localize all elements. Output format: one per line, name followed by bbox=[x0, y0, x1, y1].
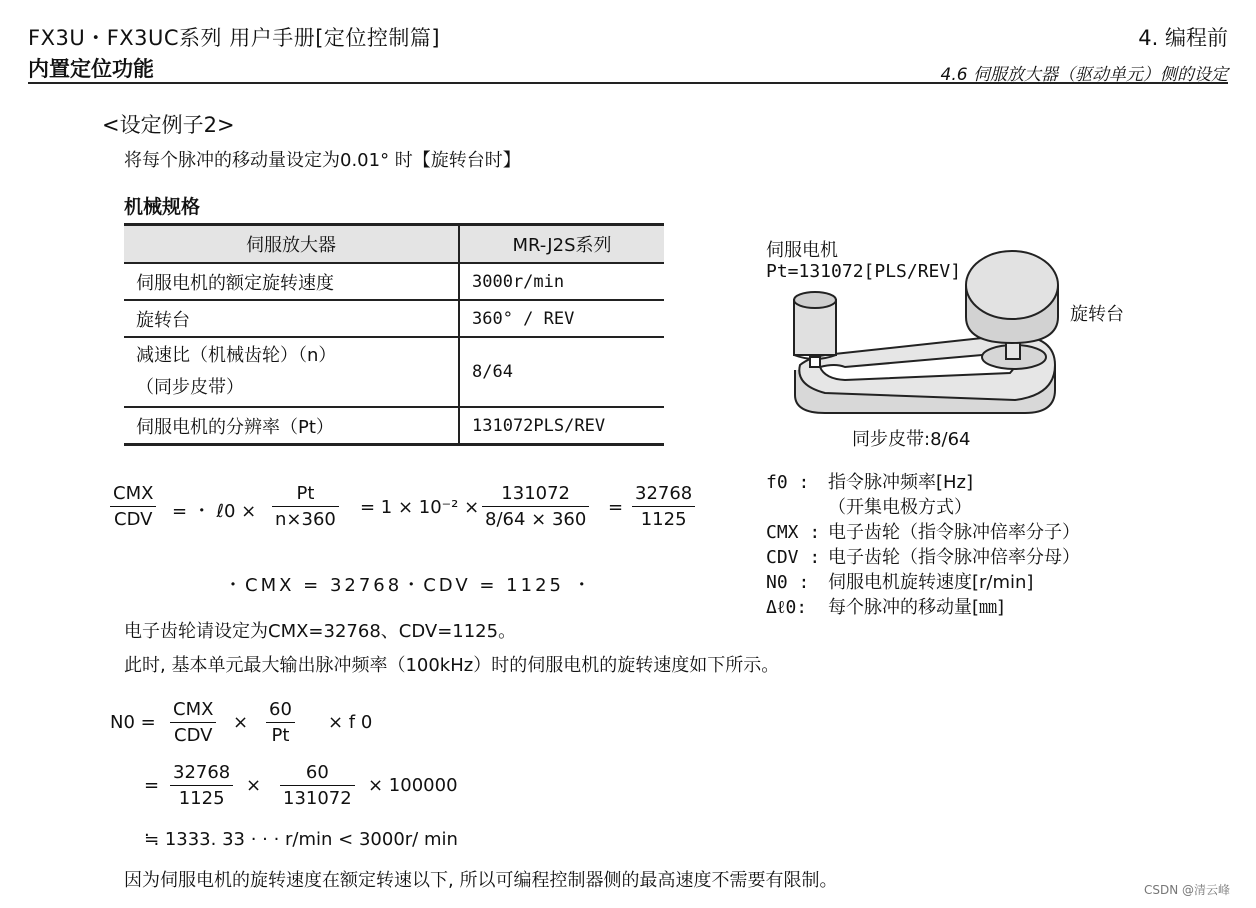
table-header: 伺服放大器 bbox=[124, 225, 459, 264]
spec-title: 机械规格 bbox=[124, 196, 201, 218]
chapter-title: 4. 编程前 bbox=[1138, 26, 1228, 50]
numerator: Pt bbox=[296, 483, 315, 504]
legend-key: f0 : bbox=[766, 472, 810, 493]
denominator: 1125 bbox=[170, 785, 233, 809]
label-line: 减速比（机械齿轮）（n） bbox=[136, 345, 337, 366]
denominator: Pt bbox=[266, 722, 295, 746]
legend-row bbox=[766, 520, 1080, 545]
numerator: 32768 bbox=[173, 762, 231, 783]
formula-lhs: N0 = bbox=[110, 712, 156, 733]
denominator: CDV bbox=[170, 722, 216, 746]
table-row bbox=[124, 300, 664, 337]
denominator: 131072 bbox=[280, 785, 355, 809]
symbol-legend bbox=[766, 470, 1080, 620]
formula-operator: = ・ ℓ0 × bbox=[172, 501, 257, 522]
legend-row bbox=[766, 545, 1080, 570]
fraction-32768-1125 bbox=[170, 762, 233, 809]
conclusion-text: 因为伺服电机的旋转速度在额定转速以下, 所以可编程控制器侧的最高速度不需要有限制。 bbox=[124, 870, 838, 891]
legend-row bbox=[766, 595, 1080, 620]
legend-key: CDV : bbox=[766, 547, 821, 568]
table-cell-label: 伺服电机的分辨率（Pt） bbox=[124, 407, 459, 445]
rotary-table-label: 旋转台 bbox=[1070, 304, 1124, 325]
fraction-32768 bbox=[632, 483, 695, 530]
table-cell-value: 131072PLS/REV bbox=[459, 407, 664, 445]
legend-text: 伺服电机旋转速度[r/min] bbox=[828, 572, 1034, 593]
fraction-cmx-cdv bbox=[170, 699, 216, 746]
denominator: 8/64 × 360 bbox=[482, 506, 589, 530]
belt-label: 同步皮带:8/64 bbox=[852, 429, 971, 450]
formula-operator: × f 0 bbox=[328, 712, 373, 733]
spec-table bbox=[124, 223, 664, 446]
legend-key: Δℓ0: bbox=[766, 597, 808, 618]
fraction-pt bbox=[272, 483, 339, 530]
table-cell-label bbox=[124, 337, 459, 407]
header-rule bbox=[28, 82, 1228, 84]
denominator: CDV bbox=[110, 506, 156, 530]
legend-row bbox=[766, 495, 1080, 520]
subsection-title: 4.6 伺服放大器（驱动单元）侧的设定 bbox=[940, 65, 1228, 85]
numerator: CMX bbox=[173, 699, 214, 720]
formula-operator: = 1 × 10⁻² × bbox=[360, 497, 480, 518]
body-text: 电子齿轮请设定为CMX=32768、CDV=1125。 bbox=[124, 621, 517, 642]
approx-result: ≒ 1333. 33 · · · r/min < 3000r/ min bbox=[144, 829, 458, 850]
section-name: 内置定位功能 bbox=[28, 57, 154, 81]
formula-operator: = bbox=[144, 775, 160, 796]
motor-pt-label: Pt=131072[PLS/REV] bbox=[766, 261, 962, 282]
table-row bbox=[124, 263, 664, 300]
motor-label: 伺服电机 bbox=[766, 240, 838, 261]
legend-key: CMX : bbox=[766, 522, 821, 543]
example-title: <设定例子2> bbox=[102, 113, 235, 137]
legend-key bbox=[766, 495, 828, 520]
table-header: MR-J2S系列 bbox=[459, 225, 664, 264]
denominator: n×360 bbox=[272, 506, 339, 530]
legend-text: 电子齿轮（指令脉冲倍率分母） bbox=[828, 547, 1080, 568]
numerator: 131072 bbox=[501, 483, 571, 504]
formula-operator: × 100000 bbox=[368, 775, 458, 796]
formula-operator: × bbox=[246, 775, 262, 796]
table-cell-value: 360° / REV bbox=[459, 300, 664, 337]
example-subtitle: 将每个脉冲的移动量设定为0.01° 时【旋转台时】 bbox=[124, 150, 521, 171]
legend-text: 指令脉冲频率[Hz] bbox=[828, 472, 974, 493]
table-cell-value: 3000r/min bbox=[459, 263, 664, 300]
legend-text: 每个脉冲的移动量[㎜] bbox=[828, 597, 1005, 618]
fraction-60-131072 bbox=[280, 762, 355, 809]
legend-text: 电子齿轮（指令脉冲倍率分子） bbox=[828, 522, 1080, 543]
numerator: CMX bbox=[113, 483, 154, 504]
legend-row bbox=[766, 570, 1080, 595]
legend-key: N0 : bbox=[766, 572, 810, 593]
table-row bbox=[124, 407, 664, 445]
table-cell-label: 旋转台 bbox=[124, 300, 459, 337]
table-row bbox=[124, 337, 664, 407]
watermark: CSDN @清云峰 bbox=[1143, 883, 1230, 897]
numerator: 60 bbox=[269, 699, 292, 720]
formula-operator: = bbox=[608, 497, 624, 518]
legend-row bbox=[766, 470, 1080, 495]
fraction-cmx-cdv bbox=[110, 483, 156, 530]
denominator: 1125 bbox=[632, 506, 695, 530]
numerator: 32768 bbox=[635, 483, 693, 504]
body-text: 此时, 基本单元最大输出脉冲频率（100kHz）时的伺服电机的旋转速度如下所示。 bbox=[124, 655, 780, 676]
legend-text: （开集电极方式） bbox=[828, 497, 972, 518]
fraction-131072 bbox=[482, 483, 589, 530]
result-line: ・CMX = 32768・CDV = 1125 ・ bbox=[224, 575, 594, 596]
fraction-60-pt bbox=[266, 699, 295, 746]
table-cell-label: 伺服电机的额定旋转速度 bbox=[124, 263, 459, 300]
numerator: 60 bbox=[305, 762, 329, 783]
doc-title: FX3U・FX3UC系列 用户手册[定位控制篇] bbox=[28, 26, 441, 50]
label-line: （同步皮带） bbox=[136, 377, 244, 398]
table-cell-value: 8/64 bbox=[459, 337, 664, 407]
formula-operator: × bbox=[233, 712, 249, 733]
